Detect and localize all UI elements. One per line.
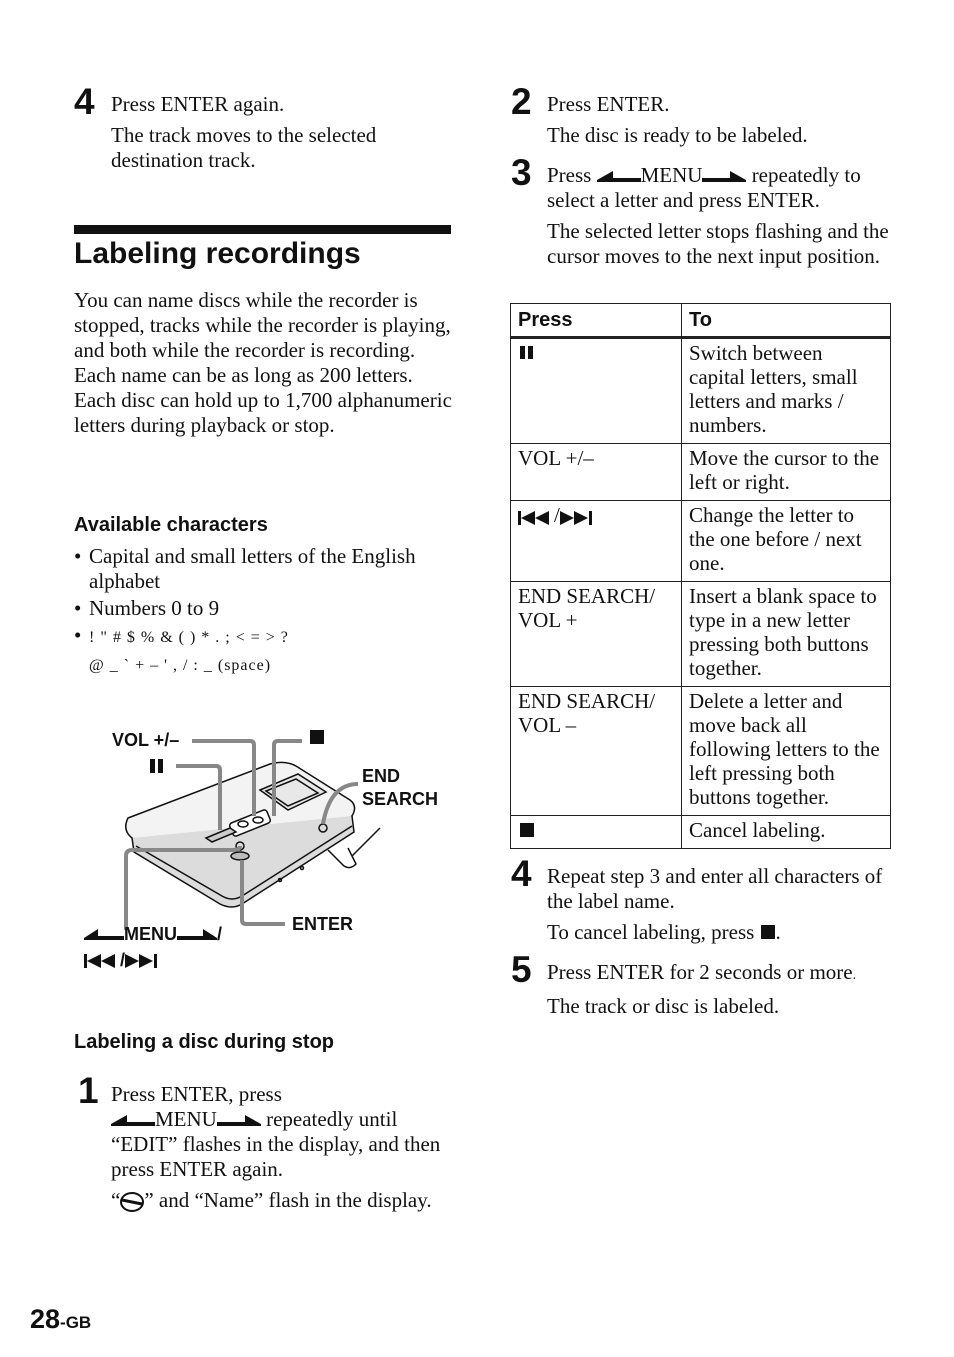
list-item xyxy=(74,651,454,679)
key-function-table xyxy=(510,303,891,849)
menu-right-arrow-icon xyxy=(217,1114,261,1128)
diagram-label-vol: VOL +/– xyxy=(112,730,180,750)
list-item xyxy=(74,596,454,621)
right-step-2-instruction: Press ENTER. xyxy=(547,92,670,116)
table-row xyxy=(511,338,891,444)
table-header-row xyxy=(511,304,891,338)
right-step-5-instruction: Press ENTER for 2 seconds or more xyxy=(547,960,853,984)
diagram-label-slash: / xyxy=(217,924,223,944)
step-1-line-b xyxy=(111,1107,451,1132)
right-step-3-number: 3 xyxy=(511,152,532,193)
right-step-4-number: 4 xyxy=(511,853,532,894)
right-step-5-line-2: The track or disc is labeled. xyxy=(547,994,780,1018)
table-action-cell: Move the cursor to the left or right. xyxy=(682,444,891,501)
table-row xyxy=(511,687,891,816)
previous-track-icon xyxy=(84,953,120,969)
table-row xyxy=(511,444,891,501)
intro-paragraph-1: You can name discs while the recorder is stopped, tracks while the recorder is playing, and both while the recorder is recording. Each name can be as long as 200 letters. xyxy=(74,288,451,387)
stop-icon xyxy=(518,819,538,837)
step-1-number: 1 xyxy=(78,1070,99,1111)
symbols-line-2: @ _ ` + – ' , / : _ (space) xyxy=(89,657,272,674)
diagram-label-end: END xyxy=(362,766,401,786)
table-key-cell xyxy=(511,501,682,582)
right-step-3-line-2: select a letter and press ENTER. xyxy=(547,188,820,212)
list-item xyxy=(74,623,454,651)
symbols-line-1: ! " # $ % & ( ) * . ; < = > ? xyxy=(89,629,289,646)
page-suffix: -GB xyxy=(60,1313,92,1332)
disc-icon xyxy=(120,1192,144,1212)
right-step-5-text xyxy=(547,960,892,1019)
step-4-instruction: Press ENTER again. xyxy=(111,92,285,116)
menu-left-arrow-icon xyxy=(597,170,641,184)
right-step-3-line-3: The selected letter stops flashing and the cursor moves to the next input position. xyxy=(547,219,889,268)
next-track-icon xyxy=(125,953,161,969)
bullet-text: Numbers 0 to 9 xyxy=(89,596,220,620)
table-slash: / xyxy=(554,503,560,527)
right-step-4-line-1: Repeat step 3 and enter all characters of the label name. xyxy=(547,864,883,913)
pause-icon xyxy=(518,342,538,360)
right-step-2-result: The disc is ready to be labeled. xyxy=(547,123,808,147)
diagram-label-enter: ENTER xyxy=(292,914,354,934)
diagram-label-search: SEARCH xyxy=(362,789,439,809)
bullet-dot: • xyxy=(74,623,82,647)
menu-right-arrow-icon xyxy=(177,928,217,942)
step-1-line-b-rest: repeatedly until xyxy=(260,1107,398,1131)
table-key-cell: VOL +/– xyxy=(511,444,682,501)
step-4-result: The track moves to the selected destination track. xyxy=(111,123,377,172)
step-1-line-a: Press ENTER, press xyxy=(111,1082,282,1106)
table-action-cell: Change the letter to the one before / next one. xyxy=(682,501,891,582)
table-action-cell: Cancel labeling. xyxy=(682,816,891,849)
menu-left-arrow-icon xyxy=(84,928,124,942)
right-step-5-period: . xyxy=(852,968,857,983)
stop-icon xyxy=(310,730,324,744)
menu-word: MENU xyxy=(155,1107,217,1131)
section-title: Labeling recordings xyxy=(74,237,361,270)
right-step-4-text xyxy=(547,864,892,945)
cancel-text: To cancel labeling, press xyxy=(547,920,760,944)
menu-right-arrow-icon xyxy=(702,170,746,184)
section-rule xyxy=(74,225,451,234)
diagram-menu-label xyxy=(84,924,244,948)
table-action-cell: Switch between capital letters, small letters and marks / numbers. xyxy=(682,338,891,444)
stop-icon xyxy=(760,924,776,940)
bullet-text: Capital and small letters of the English alphabet xyxy=(89,544,416,593)
bullet-dot: • xyxy=(74,596,82,620)
pause-icon xyxy=(150,759,155,773)
intro-paragraph-2: Each disc can hold up to 1,700 alphanumeric letters during playback or stop. xyxy=(74,388,452,437)
page-number-value: 28 xyxy=(30,1304,61,1334)
table-key-cell: END SEARCH/ VOL – xyxy=(511,687,682,816)
table-key-cell xyxy=(511,816,682,849)
list-item xyxy=(74,544,454,594)
open-quote: “ xyxy=(111,1188,121,1212)
page-number xyxy=(30,1304,91,1335)
table-header-to: To xyxy=(682,304,891,338)
table-row xyxy=(511,501,891,582)
right-step-2-number: 2 xyxy=(511,81,532,122)
table-action-cell: Delete a letter and move back all following letters to the left pressing both buttons together. xyxy=(682,687,891,816)
previous-track-icon xyxy=(518,508,554,526)
diagram-skip-label xyxy=(84,950,161,970)
next-track-icon xyxy=(560,508,596,526)
step-1-line-d-rest: ” and “Name” flash in the display. xyxy=(144,1188,432,1212)
step-4-number: 4 xyxy=(74,81,95,122)
step-1-line-d xyxy=(111,1188,451,1213)
table-header-press: Press xyxy=(511,304,682,338)
available-characters-heading: Available characters xyxy=(74,514,268,536)
cancel-text-end: . xyxy=(775,920,781,944)
bullet-dot: • xyxy=(74,544,82,568)
menu-word: MENU xyxy=(640,163,703,187)
right-step-5-number: 5 xyxy=(511,949,532,990)
menu-left-arrow-icon xyxy=(111,1114,155,1128)
table-key-cell: END SEARCH/ VOL + xyxy=(511,582,682,687)
table-action-cell: Insert a blank space to type in a new letter pressing both buttons together. xyxy=(682,582,891,687)
table-key-cell xyxy=(511,338,682,444)
table-row xyxy=(511,582,891,687)
step-1-text xyxy=(111,1082,451,1213)
subsection-title: Labeling a disc during stop xyxy=(74,1031,335,1053)
step-4-text xyxy=(111,92,451,173)
diagram-label-menu: MENU xyxy=(124,924,177,944)
right-step-5-line-1 xyxy=(547,960,892,988)
right-step-2-text xyxy=(547,92,892,148)
press-word: Press xyxy=(547,163,597,187)
right-step-3-line-1-rest: repeatedly to xyxy=(746,163,861,187)
right-step-3-line-1 xyxy=(547,163,892,188)
table-row xyxy=(511,816,891,849)
right-step-3-text xyxy=(547,163,892,269)
intro-text xyxy=(74,288,452,438)
available-characters-list xyxy=(74,544,454,679)
diagram-skip-slash: / xyxy=(120,950,126,970)
step-1-line-c: “EDIT” flashes in the display, and then press ENTER again. xyxy=(111,1132,441,1181)
right-step-4-line-2 xyxy=(547,920,892,945)
